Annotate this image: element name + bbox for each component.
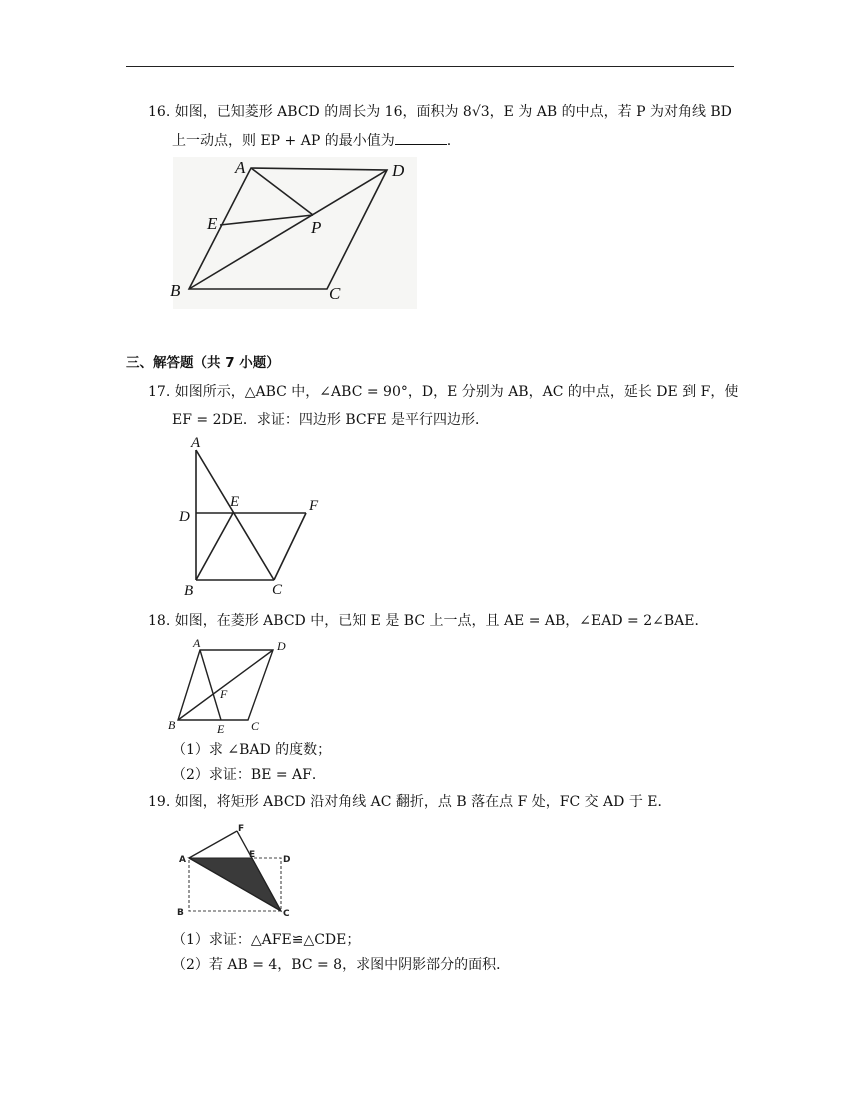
q16-label-b: B [170,281,181,300]
q19-label-f: F [238,824,245,834]
q17-label-f: F [309,498,319,514]
q18-label-e: E [217,722,225,736]
q18-rhombus-figure [165,634,295,740]
q19-line1: 19. 如图，将矩形 ABCD 沿对角线 AC 翻折，点 B 落在点 F 处，FC 交 AD 于 E． [148,794,672,810]
section-3-heading: 三、解答题（共 7 小题） [126,355,280,371]
q19-rectangle-figure [170,820,300,922]
q18-diagonal-bd [178,650,273,720]
q16-label-d: D [392,161,405,180]
q16-label-c: C [329,284,341,303]
q16-answer-blank [395,130,447,145]
q19-sub1: （1）求证：△AFE≌△CDE； [172,932,361,948]
q18-label-f: F [220,687,228,701]
q18-label-d: D [277,639,286,653]
q19-label-d: D [283,855,291,865]
q17-label-c: C [272,582,283,598]
q17-line2: EF = 2DE．求证：四边形 BCFE 是平行四边形． [172,412,490,428]
q18-line1: 18. 如图，在菱形 ABCD 中，已知 E 是 BC 上一点，且 AE = AB，∠EAD = 2∠BAE． [148,613,709,629]
q16-figure-background [173,157,417,309]
q18-label-c: C [251,719,260,733]
q19-label-a: A [179,855,186,865]
header-rule [126,66,734,67]
q17-label-e: E [230,494,240,510]
q19-segment-af [189,831,237,858]
q16-label-e: E [207,214,218,233]
q19-sub2: （2）若 AB = 4，BC = 8，求图中阴影部分的面积． [172,957,511,973]
q17-segment-be [196,513,233,580]
q16-line2 [172,130,451,151]
q18-sub2: （2）求证：BE = AF． [172,767,326,783]
q18-label-b: B [168,718,176,732]
q19-label-c: C [283,909,290,919]
q16-line1: 16. 如图，已知菱形 ABCD 的周长为 16，面积为 8√3，E 为 AB 的中点，若 P 为对角线 BD [148,104,732,120]
q16-rhombus-figure [165,153,425,313]
q16-line2-prefix: 上一动点，则 EP + AP 的最小值为 [172,133,395,149]
q16-line2-suffix: . [446,133,452,149]
q17-label-a: A [191,435,201,451]
q19-label-b: B [177,908,184,918]
q18-label-a: A [193,636,201,650]
q17-label-b: B [184,583,194,599]
q18-sub1: （1）求 ∠BAD 的度数； [172,742,332,758]
q19-label-e: E [249,850,256,860]
q16-label-p: P [311,218,322,237]
q17-segment-cf [274,513,306,580]
q17-segment-ac [196,450,274,580]
q17-triangle-figure [170,432,330,600]
q18-segment-ae [200,650,221,720]
q17-line1: 17. 如图所示，△ABC 中，∠ABC = 90°，D，E 分别为 AB，AC 的中点，延长 DE 到 F，使 [148,384,739,400]
q17-label-d: D [179,509,190,525]
q16-label-a: A [235,158,246,177]
